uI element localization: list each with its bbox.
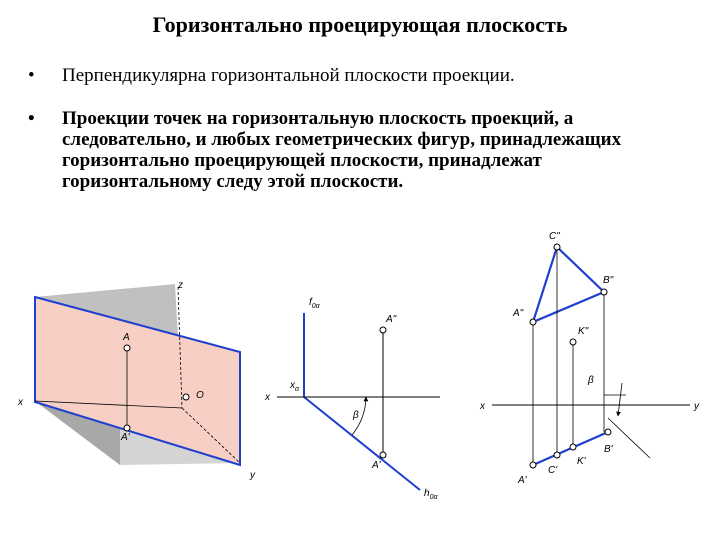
label-c-horizontal: C': [548, 465, 558, 476]
angle-arc: [618, 383, 622, 416]
bullet-marker: •: [28, 108, 35, 129]
point-c-horizontal: [554, 452, 560, 458]
label-z: z: [178, 280, 183, 291]
point-a-frontal: [530, 319, 536, 325]
point-a-horizontal: [380, 452, 386, 458]
label-b-frontal: B": [603, 275, 614, 286]
label-k-frontal: K": [578, 326, 589, 337]
label-h: $h_{0\alpha}$: [424, 488, 438, 501]
triangle-frontal: [533, 247, 604, 322]
point-c-frontal: [554, 244, 560, 250]
label-a: A: [123, 332, 130, 343]
label-c-frontal: C": [549, 231, 560, 242]
point-k-frontal: [570, 339, 576, 345]
label-f: $f_{0\alpha}$: [309, 297, 320, 310]
point-a-frontal: [380, 327, 386, 333]
figure-3d-plane: [17, 280, 256, 481]
label-x: x: [18, 397, 23, 408]
horizontal-trace: [304, 397, 420, 490]
point-b-frontal: [601, 289, 607, 295]
point-b-horizontal: [605, 429, 611, 435]
label-y: y: [694, 401, 699, 412]
label-a-frontal: A": [386, 314, 397, 325]
label-beta: β: [353, 410, 359, 421]
label-a-frontal: A": [513, 308, 524, 319]
label-x: x: [265, 392, 270, 403]
point-k-horizontal: [570, 444, 576, 450]
point-a-projection: [124, 425, 130, 431]
label-beta: β: [588, 375, 594, 386]
slide-title: Горизонтально проецирующая плоскость: [152, 12, 568, 37]
origin-point: [183, 394, 189, 400]
figure-trace: [264, 297, 440, 501]
figure-triangle: [479, 231, 700, 486]
bullet-text: Перпендикулярна горизонтальной плоскости проекции.: [62, 65, 515, 86]
label-a-projection: A': [121, 432, 130, 443]
label-k-horizontal: K': [577, 456, 586, 467]
bullet-marker: •: [28, 65, 35, 86]
label-x0: $x_\alpha$: [290, 380, 299, 393]
label-x: x: [480, 401, 485, 412]
label-a-horizontal: A': [518, 475, 527, 486]
point-a: [124, 345, 130, 351]
point-a-horizontal: [530, 462, 536, 468]
label-a-horizontal: A': [372, 460, 381, 471]
label-o: O: [196, 390, 204, 401]
label-y: y: [250, 470, 255, 481]
label-b-horizontal: B': [604, 444, 613, 455]
bullet-text: Проекции точек на горизонтальную плоскость проекций, а следовательно, и любых геометрических фигур, принадлежащих горизонтально проецирующей плоскости, принадлежат горизонтальному следу этой плоскости.: [62, 108, 622, 192]
trace-line: [608, 418, 650, 458]
